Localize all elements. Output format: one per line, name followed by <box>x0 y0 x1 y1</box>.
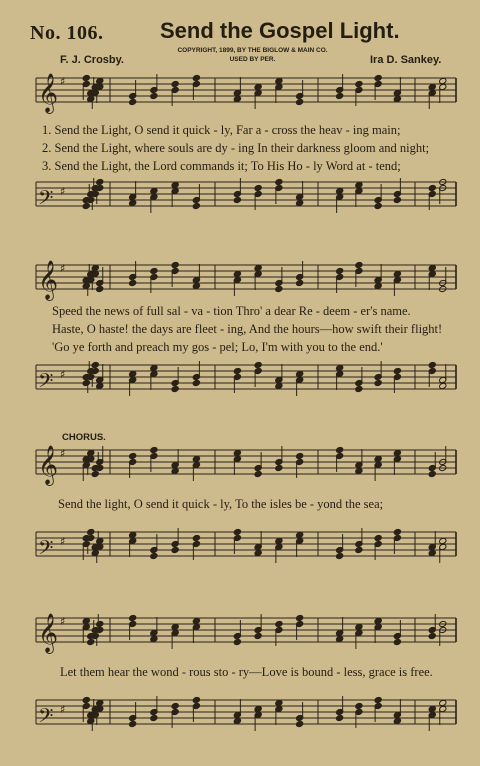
sharp-icon: ♯ <box>60 75 66 88</box>
treble-staff <box>0 440 480 500</box>
lyricist-credit: F. J. Crosby. <box>60 54 124 66</box>
note-head <box>150 267 158 274</box>
copyright-notice <box>165 46 340 64</box>
bass-clef-icon: 𝄢 <box>38 536 54 564</box>
bass-staff <box>0 355 480 405</box>
note-head <box>96 620 104 627</box>
note-head <box>374 534 382 541</box>
verse-2-line: Haste, O haste! the days are fleet - ing, And the hours—how swift their flight! <box>52 322 443 336</box>
note-head <box>428 83 436 90</box>
note-head <box>428 264 436 271</box>
bass-staff <box>0 690 480 750</box>
note-head <box>254 632 262 639</box>
note-head <box>82 282 90 289</box>
note-head <box>439 77 447 84</box>
note-head <box>129 279 137 286</box>
note-head <box>96 699 104 706</box>
note-head <box>87 638 95 645</box>
verse-3-line: 3. Send the Light, the Lord commands it; To His Ho - ly Word at - tend; <box>42 159 401 173</box>
note-head <box>171 623 179 630</box>
note-head <box>254 184 262 191</box>
bass-staff <box>0 522 480 582</box>
note-head <box>91 361 99 368</box>
treble-clef-icon: 𝄞 <box>38 613 59 653</box>
note-head <box>150 92 158 99</box>
note-head <box>275 77 283 84</box>
treble-staff <box>0 68 480 128</box>
treble-staff <box>0 608 480 668</box>
treble-clef-icon: 𝄞 <box>38 260 59 300</box>
note-head <box>233 638 241 645</box>
note-head <box>439 382 447 389</box>
note-head <box>129 614 137 621</box>
hymn-title: Send the Gospel Light. <box>160 18 400 43</box>
sharp-icon: ♯ <box>60 703 66 716</box>
note-head <box>150 552 158 559</box>
note-head <box>336 552 344 559</box>
note-head <box>355 261 363 268</box>
note-head <box>171 385 179 392</box>
note-head <box>374 74 382 81</box>
composer-credit: Ira D. Sankey. <box>370 54 442 66</box>
note-head <box>296 199 304 206</box>
note-head <box>192 617 200 624</box>
note-head <box>393 270 401 277</box>
note-head <box>355 702 363 709</box>
note-head <box>254 361 262 368</box>
note-head <box>355 385 363 392</box>
note-head <box>96 382 104 389</box>
note-head <box>355 80 363 87</box>
note-head <box>150 187 158 194</box>
note-head <box>374 696 382 703</box>
note-head <box>296 452 304 459</box>
note-head <box>91 549 99 556</box>
note-head <box>374 455 382 462</box>
copyright-line: USED BY PER. <box>229 56 276 63</box>
note-head <box>336 187 344 194</box>
sharp-icon: ♯ <box>60 262 66 275</box>
note-head <box>192 455 200 462</box>
bass-staff <box>0 172 480 222</box>
note-head <box>82 696 90 703</box>
treble-clef-icon: 𝄞 <box>38 445 59 485</box>
note-head <box>192 74 200 81</box>
chorus-line-1: Send the light, O send it quick - ly, To the isles be - yond the sea; <box>58 497 384 511</box>
bass-clef-icon: 𝄢 <box>38 704 54 732</box>
note-head <box>129 199 137 206</box>
note-head <box>275 537 283 544</box>
note-head <box>393 638 401 645</box>
note-head <box>275 464 283 471</box>
note-head <box>275 285 283 292</box>
note-head <box>171 181 179 188</box>
note-head <box>150 714 158 721</box>
note-head <box>87 449 95 456</box>
verse-3-line: 'Go ye forth and preach my gos - pel; Lo, I'm with you to the end.' <box>52 340 383 354</box>
note-head <box>428 705 436 712</box>
note-head <box>233 449 241 456</box>
note-head <box>171 546 179 553</box>
note-head <box>393 95 401 102</box>
note-head <box>355 467 363 474</box>
note-head <box>336 364 344 371</box>
note-head <box>336 635 344 642</box>
note-head <box>374 282 382 289</box>
note-head <box>374 617 382 624</box>
note-head <box>96 537 104 544</box>
note-head <box>96 178 104 185</box>
note-head <box>275 620 283 627</box>
note-head <box>275 382 283 389</box>
sharp-icon: ♯ <box>60 185 66 198</box>
note-head <box>296 614 304 621</box>
note-head <box>87 717 95 724</box>
note-head <box>129 720 137 727</box>
note-head <box>233 717 241 724</box>
note-head <box>192 282 200 289</box>
note-head <box>393 449 401 456</box>
note-head <box>171 467 179 474</box>
note-head <box>254 264 262 271</box>
note-head <box>129 452 137 459</box>
hymn-number: No. 106. <box>30 22 104 44</box>
note-head <box>129 98 137 105</box>
verse-1-line: Speed the news of full sal - va - tion Thro' a dear Re - deem - er's name. <box>52 304 411 318</box>
note-head <box>428 632 436 639</box>
note-head <box>336 267 344 274</box>
note-head <box>192 202 200 209</box>
note-head <box>355 546 363 553</box>
note-head <box>129 531 137 538</box>
note-head <box>428 549 436 556</box>
note-head <box>91 264 99 271</box>
note-head <box>393 528 401 535</box>
note-head <box>171 261 179 268</box>
note-head <box>296 531 304 538</box>
note-head <box>254 705 262 712</box>
note-head <box>355 623 363 630</box>
note-head <box>150 446 158 453</box>
note-head <box>87 95 95 102</box>
note-head <box>233 196 241 203</box>
note-head <box>129 370 137 377</box>
note-head <box>393 367 401 374</box>
note-head <box>82 202 90 209</box>
note-head <box>355 181 363 188</box>
chorus-label: CHORUS. <box>62 432 106 443</box>
note-head <box>275 178 283 185</box>
copyright-line: COPYRIGHT, 1899, BY THE BIGLOW & MAIN CO. <box>177 47 328 54</box>
note-head <box>428 361 436 368</box>
chorus-line-2: Let them hear the wond - rous sto - ry—Love is bound - less, grace is free. <box>60 665 433 679</box>
verse-2-line: 2. Send the Light, where souls are dy - ing In their darkness gloom and night; <box>42 141 430 155</box>
sharp-icon: ♯ <box>60 535 66 548</box>
note-head <box>296 720 304 727</box>
sharp-icon: ♯ <box>60 447 66 460</box>
note-head <box>150 364 158 371</box>
note-head <box>374 202 382 209</box>
note-head <box>192 696 200 703</box>
note-head <box>192 534 200 541</box>
note-head <box>275 699 283 706</box>
note-head <box>82 379 90 386</box>
note-head <box>374 379 382 386</box>
note-head <box>439 537 447 544</box>
note-head <box>296 98 304 105</box>
note-head <box>171 80 179 87</box>
bass-clef-icon: 𝄢 <box>38 369 54 397</box>
note-head <box>233 528 241 535</box>
note-head <box>254 83 262 90</box>
note-head <box>428 184 436 191</box>
note-head <box>233 270 241 277</box>
note-head <box>336 92 344 99</box>
note-head <box>336 714 344 721</box>
note-head <box>171 702 179 709</box>
sharp-icon: ♯ <box>60 615 66 628</box>
note-head <box>96 77 104 84</box>
note-head <box>393 717 401 724</box>
note-head <box>233 367 241 374</box>
note-head <box>87 528 95 535</box>
note-head <box>82 74 90 81</box>
bass-clef-icon: 𝄢 <box>38 186 54 214</box>
note-head <box>254 470 262 477</box>
note-head <box>192 379 200 386</box>
sharp-icon: ♯ <box>60 368 66 381</box>
note-head <box>393 196 401 203</box>
note-head <box>439 699 447 706</box>
verse-1-line: 1. Send the Light, O send it quick - ly, Far a - cross the heav - ing main; <box>42 123 401 137</box>
note-head <box>428 470 436 477</box>
note-head <box>96 285 104 292</box>
note-head <box>91 470 99 477</box>
note-head <box>150 635 158 642</box>
note-head <box>296 370 304 377</box>
note-head <box>296 279 304 286</box>
note-head <box>233 95 241 102</box>
note-head <box>82 617 90 624</box>
note-head <box>254 549 262 556</box>
treble-clef-icon: 𝄞 <box>38 73 59 113</box>
note-head <box>336 446 344 453</box>
